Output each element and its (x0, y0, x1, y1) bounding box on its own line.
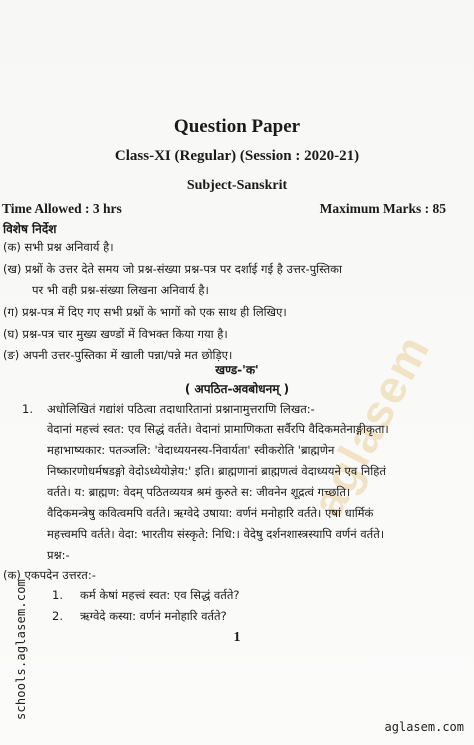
time-allowed: Time Allowed : 3 hrs (2, 201, 122, 216)
watermark-left: schools.aglasem.com (14, 578, 28, 720)
sub-question-text: ऋग्वेदे कस्या: वर्णनं मनोहारि वर्तते? (80, 609, 227, 623)
passage-line: अधोलिखितं गद्यांशं पठित्वा तदाधारितानां प्रश्नानामुत्तराणि लिखत:- (47, 402, 315, 416)
instruction-item: (क) सभी प्रश्न अनिवार्य है। (3, 240, 114, 254)
question-number: 1. (22, 402, 33, 416)
instructions-heading: विशेष निर्देश (3, 222, 57, 236)
maximum-marks: Maximum Marks : 85 (319, 201, 446, 216)
passage-line: वैदिकमन्त्रेषु कवित्वमपि वर्तते। ऋग्वेदे उषाया: वर्णनं मनोहारि वर्तते। एषां धार्मिकं (47, 506, 374, 520)
watermark-right: aglasem.com (384, 720, 464, 734)
prashna-label: प्रश्न:- (47, 548, 70, 562)
section-heading: खण्ड-'क' (215, 363, 259, 377)
sub-question-text: कर्म केषां महत्त्वं स्वत: एव सिद्धं वर्तते? (80, 588, 240, 602)
passage-line: वर्तते। य: ब्राह्मण: वेदम् पठितव्ययत्र श्रमं कुरुते स: जीवनेन शूद्रत्वं गच्छति। (47, 485, 351, 499)
passage-line: निष्कारणोधर्मषडङ्गो वेदोऽध्येयोज्ञेय:' इति। ब्राह्मणानां ब्राह्मणत्वं वेदाध्ययने एव निहितं (47, 464, 386, 478)
instruction-item: (घ) प्रश्न-पत्र चार मुख्य खण्डों में विभक्त किया गया है। (3, 327, 228, 341)
passage-line: वेदानां महत्त्वं स्वत: एव सिद्धं वर्तते। वेदानां प्रामाणिकता सर्वैरपि वैदिकमतेनाङ्गीकृता। (47, 422, 389, 436)
part-label: (क) एकपदेन उत्तरत:- (3, 568, 96, 582)
instruction-item: (ङ) अपनी उत्तर-पुस्तिका में खाली पन्ना/पन्ने मत छोड़िए। (3, 348, 233, 362)
instruction-item: पर भी वही प्रश्न-संख्या लिखना अनिवार्य है। (32, 283, 209, 297)
instruction-item: (ख) प्रश्नों के उत्तर देते समय जो प्रश्न-संख्या प्रश्न-पत्र पर दर्शाई गई है उत्तर-पुस्तिका (3, 262, 342, 276)
sub-question-number: 1. (52, 588, 63, 602)
section-subtitle: ( अपठित-अवबोधनम् ) (184, 382, 290, 396)
instruction-item: (ग) प्रश्न-पत्र में दिए गए सभी प्रश्नों के भागों को एक साथ ही लिखिए। (3, 305, 287, 319)
passage-line: महाभाष्यकार: पतञ्जलि: 'वेदाध्ययनस्य-निवार्यता' स्वीकरोति 'ब्राह्मणेन (47, 443, 335, 457)
passage-line: महत्त्वमपि वर्तते। वेदा: भारतीय संस्कृते: निधि:। वेदेषु दर्शनशास्त्रस्यापि वर्णनं वर्तते। (47, 527, 385, 541)
sub-question-number: 2. (52, 609, 63, 623)
class-session-line: Class-XI (Regular) (Session : 2020-21) (114, 148, 360, 164)
background-watermark: aglasem (300, 325, 440, 525)
subject-line: Subject-Sanskrit (186, 178, 288, 193)
paper-title: Question Paper (173, 116, 301, 137)
page-number: 1 (233, 630, 241, 645)
